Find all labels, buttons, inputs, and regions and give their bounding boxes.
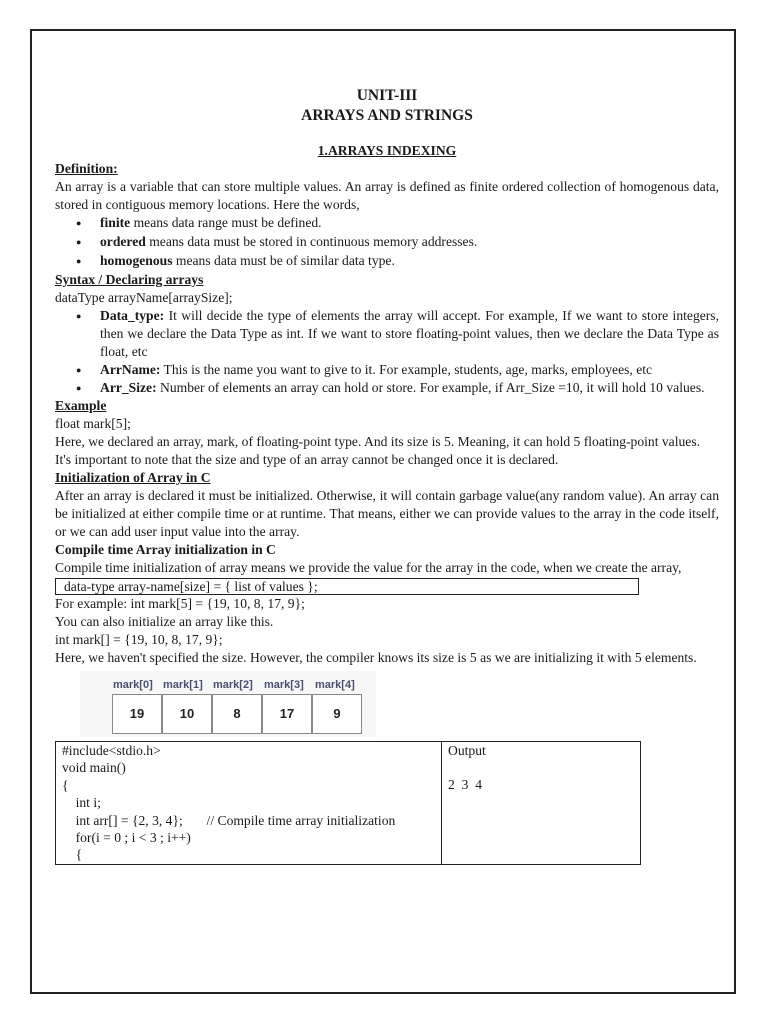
array-cell: 19 <box>112 694 162 734</box>
example-line-1: For example: int mark[5] = {19, 10, 8, 17, 9}; <box>55 596 305 611</box>
chapter-title: ARRAYS AND STRINGS <box>301 107 473 124</box>
list-item: ● finite means data range must be defined. <box>100 214 719 232</box>
array-index-label: mark[2] <box>213 679 253 691</box>
code-line: int i; <box>62 795 101 811</box>
initialization-text: After an array is declared it must be initialized. Otherwise, it will contain garbage value(any random value). An array can be initialized at either compile time or at runtime. That means, either we can provide values to the array in the code itself, or we can add user input value into the array. <box>55 488 719 539</box>
example-text: Here, we declared an array, mark, of floating-point type. And its size is 5. Meaning, it can hold 5 floating-point values. <box>55 434 701 449</box>
code-cell <box>56 742 442 865</box>
program-table <box>55 741 641 865</box>
array-cell: 9 <box>312 694 362 734</box>
code-line: { <box>62 777 69 793</box>
code-line: int arr[] = {2, 3, 4}; // Compile time array initialization <box>62 812 396 828</box>
definition-heading: Definition: <box>55 161 118 176</box>
compile-time-heading: Compile time Array initialization in C <box>55 542 276 557</box>
list-item: ● homogenous means data must be of similar data type. <box>100 252 719 270</box>
example-note: It's important to note that the size and type of an array cannot be changed once it is declared. <box>55 452 559 467</box>
definition-list <box>55 214 719 270</box>
array-figure <box>80 671 376 737</box>
also-line: You can also initialize an array like this. <box>55 614 274 629</box>
array-index-label: mark[0] <box>113 679 153 691</box>
array-cell: 8 <box>212 694 262 734</box>
array-index-label: mark[1] <box>163 679 203 691</box>
output-value: 2 3 4 <box>448 777 482 793</box>
code-line: #include<stdio.h> <box>62 743 161 758</box>
syntax-list <box>55 307 719 397</box>
definition-text: An array is a variable that can store multiple values. An array is defined as finite ordered collection of homogenous data, stored in contiguous memory locations. Here the words, <box>55 179 719 212</box>
array-index-label: mark[4] <box>315 679 355 691</box>
list-item: ● Arr_Size: Number of elements an array can hold or store. For example, if Arr_Size =10, it will hold 10 values. <box>100 379 719 397</box>
array-cell: 10 <box>162 694 212 734</box>
code-line: { <box>62 847 83 863</box>
array-index-label: mark[3] <box>264 679 304 691</box>
code-line: for(i = 0 ; i < 3 ; i++) <box>62 830 191 846</box>
array-cell: 17 <box>262 694 312 734</box>
document-content <box>55 86 719 865</box>
unit-heading: UNIT-III <box>356 87 418 104</box>
syntax-box: data-type array-name[size] = { list of values }; <box>55 578 639 595</box>
example-code: float mark[5]; <box>55 416 131 431</box>
list-item: ● ordered means data must be stored in continuous memory addresses. <box>100 233 719 251</box>
syntax-heading: Syntax / Declaring arrays <box>55 272 204 287</box>
output-label: Output <box>448 743 486 758</box>
section-heading: 1.ARRAYS INDEXING <box>317 143 457 158</box>
list-item: ● Data_type: It will decide the type of elements the array will accept. For example, If we want to store integers, then we declare the Data Type as int. If we want to store floating-point values, then we declare the Data Type as float, etc <box>100 307 719 361</box>
code-line: void main() <box>62 760 126 776</box>
size-note: Here, we haven't specified the size. However, the compiler knows its size is 5 as we are initializing it with 5 elements. <box>55 650 697 665</box>
example-line-2: int mark[] = {19, 10, 8, 17, 9}; <box>55 632 223 647</box>
list-item: ● ArrName: This is the name you want to give to it. For example, students, age, marks, employees, etc <box>100 361 719 379</box>
example-heading: Example <box>55 398 107 413</box>
syntax-line: dataType arrayName[arraySize]; <box>55 290 233 305</box>
initialization-heading: Initialization of Array in C <box>55 470 211 485</box>
compile-time-text: Compile time initialization of array means we provide the value for the array in the code, when we create the array, <box>55 560 682 575</box>
output-cell <box>442 742 641 865</box>
